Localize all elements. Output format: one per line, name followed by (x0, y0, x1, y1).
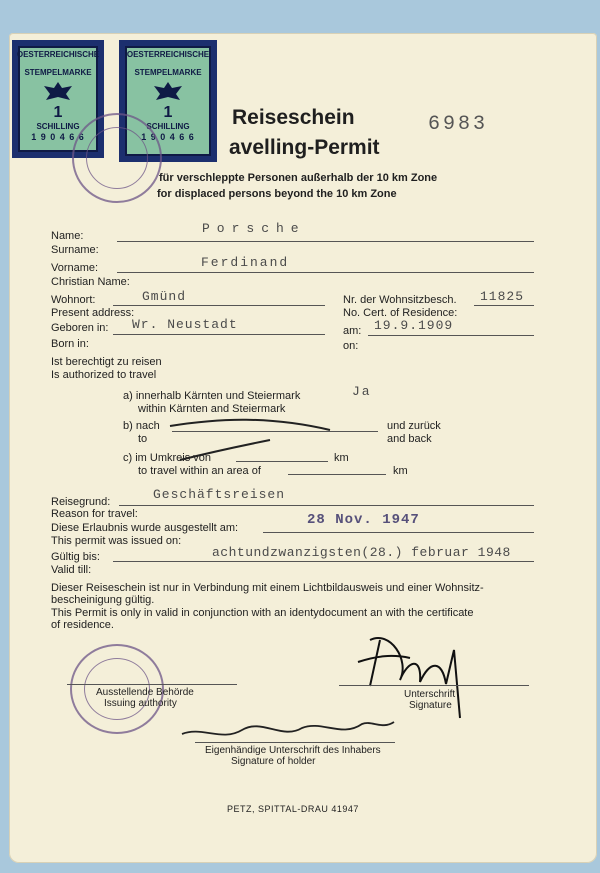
document-subtitle-en: for displaced persons beyond the 10 km Zone (157, 188, 397, 200)
authority-label-de: Ausstellende Behörde (96, 687, 194, 698)
signature-label-de: Unterschrift (404, 689, 456, 700)
birthplace-label-en: Born in: (51, 338, 89, 350)
authorized-label-en: Is authorized to travel (51, 369, 157, 381)
stamp-text-mid: STEMPELMARKE (134, 68, 202, 77)
option-c-line-en (288, 474, 386, 475)
authorized-label-de: Ist berechtigt zu reisen (51, 356, 162, 368)
stamp-serial: 1 9 0 4 6 6 (31, 132, 85, 142)
official-seal-top (72, 113, 162, 203)
document-title-de: Reiseschein (232, 106, 355, 129)
option-c-km-1: km (334, 452, 349, 464)
issued-value: 28 Nov. 1947 (307, 512, 420, 528)
option-b-label-en: to (138, 433, 148, 445)
eagle-emblem-icon (152, 80, 184, 104)
stamp-value: 1 (163, 104, 173, 121)
vorname-label-de: Vorname: (51, 262, 99, 274)
birthplace-line (113, 334, 325, 335)
name-label-en: Surname: (51, 244, 99, 256)
residence-nr-value: 11825 (480, 289, 525, 304)
holder-signature-line (195, 742, 395, 743)
reason-line (119, 505, 534, 506)
wohnort-label-en: Present address: (51, 307, 135, 319)
option-b-suffix-en: and back (387, 433, 432, 445)
holder-label-de: Eigenhändige Unterschrift des Inhabers (205, 745, 381, 756)
notice-en-line-1: This Permit is only in valid in conjunction with an identydocument an with the certificate (51, 607, 474, 619)
document-title-en: avelling-Permit (229, 136, 380, 159)
option-c-km-2: km (393, 465, 408, 477)
stamp-text-mid: STEMPELMARKE (24, 68, 92, 77)
wohnort-line (113, 305, 325, 306)
vorname-value: Ferdinand (201, 255, 290, 270)
residence-nr-label-de: Nr. der Wohnsitzbesch. (343, 294, 457, 306)
notice-de-line-2: bescheinigung gültig. (51, 594, 155, 606)
option-c-label-en: to travel within an area of (138, 465, 261, 477)
birthdate-line (368, 335, 534, 336)
signature-label-en: Signature (409, 700, 452, 711)
birthdate-label-en: on: (343, 340, 359, 352)
document-subtitle-de: für verschleppte Personen außerhalb der 10 km Zone (159, 172, 438, 184)
stamp-value: 1 (53, 104, 63, 121)
wohnort-value: Gmünd (142, 289, 187, 304)
notice-de-line-1: Dieser Reiseschein ist nur in Verbindung mit einem Lichtbildausweis und einer Wohnsitz- (51, 582, 484, 594)
vorname-line (117, 272, 534, 273)
stamp-text-top: OESTERREICHISCHE (16, 50, 100, 59)
stamp-text-top: OESTERREICHISCHE (126, 50, 210, 59)
residence-nr-label-en: No. Cert. of Residence: (343, 307, 458, 319)
name-value: Porsche (202, 221, 306, 236)
option-a-value: Ja (352, 384, 372, 399)
valid-line (113, 561, 534, 562)
holder-label-en: Signature of holder (231, 756, 316, 767)
name-line (117, 241, 534, 242)
issued-line (263, 532, 534, 533)
valid-value: achtundzwanzigsten(28.) februar 1948 (212, 545, 511, 560)
valid-label-de: Gültig bis: (51, 551, 100, 563)
birthplace-label-de: Geboren in: (51, 322, 109, 334)
signature-line (339, 685, 529, 686)
valid-label-en: Valid till: (51, 564, 92, 576)
option-b-suffix-de: und zurück (387, 420, 441, 432)
issued-label-en: This permit was issued on: (51, 535, 182, 547)
birthplace-value: Wr. Neustadt (132, 317, 238, 332)
printer-imprint: PETZ, SPITTAL-DRAU 41947 (227, 804, 359, 814)
residence-nr-line (474, 305, 534, 306)
option-c-label-de: c) im Umkreis von (123, 452, 212, 464)
authority-line (67, 684, 237, 685)
name-label-de: Name: (51, 230, 84, 242)
wohnort-label-de: Wohnort: (51, 294, 96, 306)
stamp-unit: SCHILLING (36, 122, 80, 131)
vorname-label-en: Christian Name: (51, 276, 130, 288)
option-b-label-de: b) nach (123, 420, 160, 432)
option-a-label-en: within Kärnten and Steiermark (138, 403, 286, 415)
stamp-serial: 1 9 0 4 6 6 (141, 132, 195, 142)
stamp-unit: SCHILLING (146, 122, 190, 131)
strike-through-marks (150, 410, 350, 470)
reason-label-de: Reisegrund: (51, 496, 111, 508)
reason-value: Geschäftsreisen (153, 487, 286, 502)
authority-label-en: Issuing authority (104, 698, 177, 709)
reason-label-en: Reason for travel: (51, 508, 138, 520)
serial-number: 6983 (428, 113, 489, 136)
issued-label-de: Diese Erlaubnis wurde ausgestellt am: (51, 522, 239, 534)
notice-en-line-2: of residence. (51, 619, 114, 631)
eagle-emblem-icon (42, 80, 74, 104)
option-a-label-de: a) innerhalb Kärnten und Steiermark (123, 390, 301, 402)
birthdate-value: 19.9.1909 (374, 318, 454, 333)
birthdate-label-de: am: (343, 325, 362, 337)
